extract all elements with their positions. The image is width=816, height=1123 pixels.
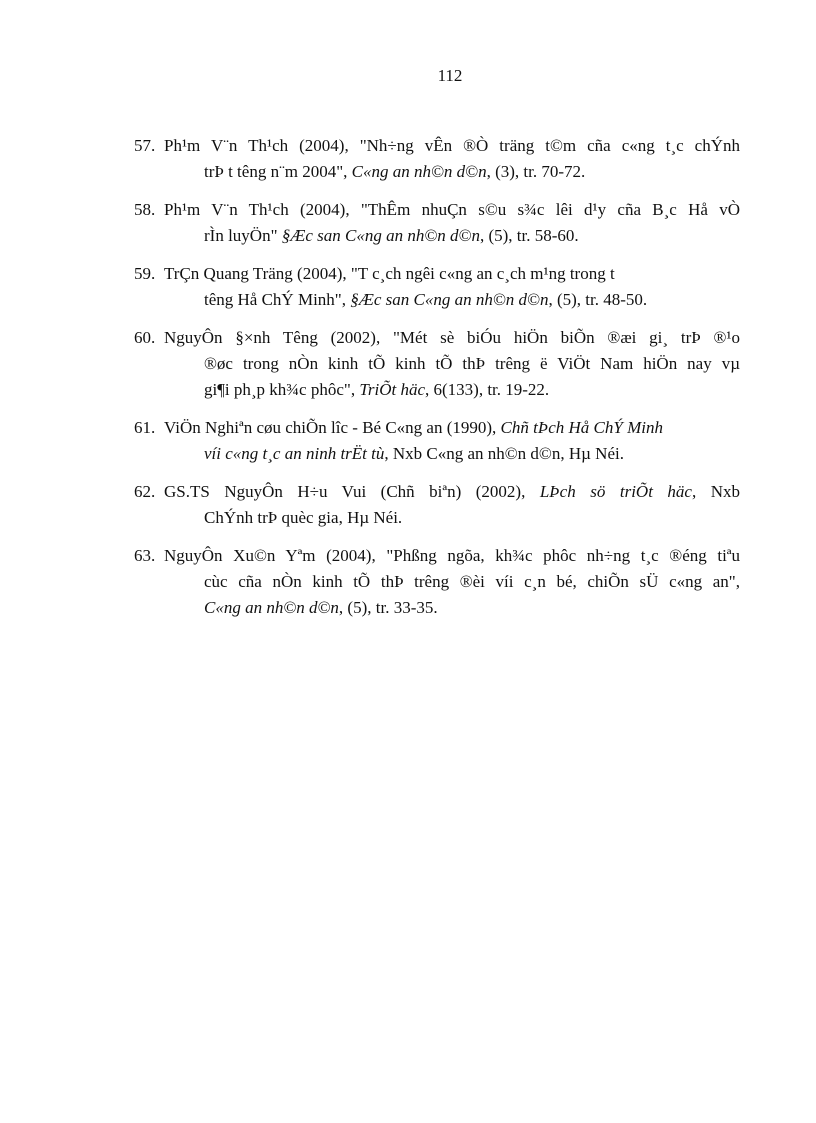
reference-item-60 — [134, 325, 740, 403]
reference-item-63 — [134, 543, 740, 621]
reference-text: , (5), tr. 58-60. — [479, 226, 579, 245]
reference-line — [164, 479, 740, 505]
reference-line — [164, 441, 740, 467]
source-title: víi c«ng t¸c an ninh trËt tù — [204, 444, 385, 463]
reference-text: GS.TS NguyÔn H÷u Vui (Chñ biªn) (2002), — [164, 482, 540, 501]
reference-line: Ph¹m V¨n Th¹ch (2004), "ThÊm nhuÇn s©u s¾c lêi d¹y cña B¸c Hå vÒ — [164, 200, 740, 219]
reference-number: 60. — [134, 328, 156, 347]
reference-line — [164, 415, 740, 441]
reference-line: cùc cña nÒn kinh tÕ thÞ trêng ®èi víi c¸n bé, chiÕn sÜ c«ng an", — [204, 572, 740, 591]
source-title: §Æc san C«ng an nh©n d©n — [350, 290, 549, 309]
reference-text: , Nxb C«ng an nh©n d©n, Hµ Néi. — [384, 444, 624, 463]
reference-line: NguyÔn §×nh Têng (2002), "Mét sè biÓu hiÖn biÕn ®æi gi¸ trÞ ®¹o — [164, 328, 740, 347]
reference-number: 63. — [134, 546, 156, 565]
reference-line — [164, 595, 740, 621]
reference-item-57 — [134, 133, 740, 185]
source-title: Chñ tÞch Hå ChÝ Minh — [500, 418, 663, 437]
reference-list — [134, 133, 740, 633]
reference-text: ViÖn Nghiªn cøu chiÕn lîc - Bé C«ng an (1990), — [164, 418, 501, 437]
reference-number: 58. — [134, 200, 156, 219]
reference-text: , (3), tr. 70-72. — [486, 162, 586, 181]
reference-text: , Nxb — [691, 482, 740, 501]
reference-text: , (5), tr. 48-50. — [548, 290, 648, 309]
source-title: C«ng an nh©n d©n — [204, 598, 339, 617]
reference-line: ®øc trong nÒn kinh tÕ kinh tÕ thÞ trêng ë ViÖt Nam hiÖn nay vµ — [204, 354, 740, 373]
source-title: LÞch sö triÕt häc — [539, 482, 692, 501]
page-number: 112 — [437, 66, 463, 85]
reference-number: 57. — [134, 136, 156, 155]
reference-item-61 — [134, 415, 740, 467]
reference-line — [164, 377, 740, 403]
reference-line: NguyÔn Xu©n Yªm (2004), "Phßng ngõa, kh¾c phôc nh÷ng t¸c ®éng tiªu — [164, 546, 740, 565]
reference-number: 61. — [134, 418, 156, 437]
reference-item-62 — [134, 479, 740, 531]
reference-text: rÌn luyÖn" — [204, 226, 282, 245]
reference-text: têng Hå ChÝ Minh", — [204, 290, 351, 309]
reference-line — [164, 159, 740, 185]
reference-item-58 — [134, 197, 740, 249]
source-title: §Æc san C«ng an nh©n d©n — [281, 226, 480, 245]
reference-line: ChÝnh trÞ quèc gia, Hµ Néi. — [204, 508, 403, 527]
reference-line — [164, 223, 740, 249]
reference-text: trÞ t têng n¨m 2004", — [204, 162, 352, 181]
source-title: TriÕt häc — [359, 380, 425, 399]
reference-line: TrÇn Quang Träng (2004), "T c¸ch ngêi c«ng an c¸ch m¹ng trong t — [164, 264, 615, 283]
reference-number: 59. — [134, 264, 156, 283]
source-title: C«ng an nh©n d©n — [351, 162, 487, 181]
reference-number: 62. — [134, 482, 156, 501]
reference-line — [164, 287, 740, 313]
reference-item-59 — [134, 261, 740, 313]
reference-line: Ph¹m V¨n Th¹ch (2004), "Nh÷ng vÊn ®Ò träng t©m cña c«ng t¸c chÝnh — [164, 136, 740, 155]
reference-text: gi¶i ph¸p kh¾c phôc", — [204, 380, 360, 399]
reference-text: , 6(133), tr. 19-22. — [425, 380, 550, 399]
reference-text: , (5), tr. 33-35. — [338, 598, 438, 617]
